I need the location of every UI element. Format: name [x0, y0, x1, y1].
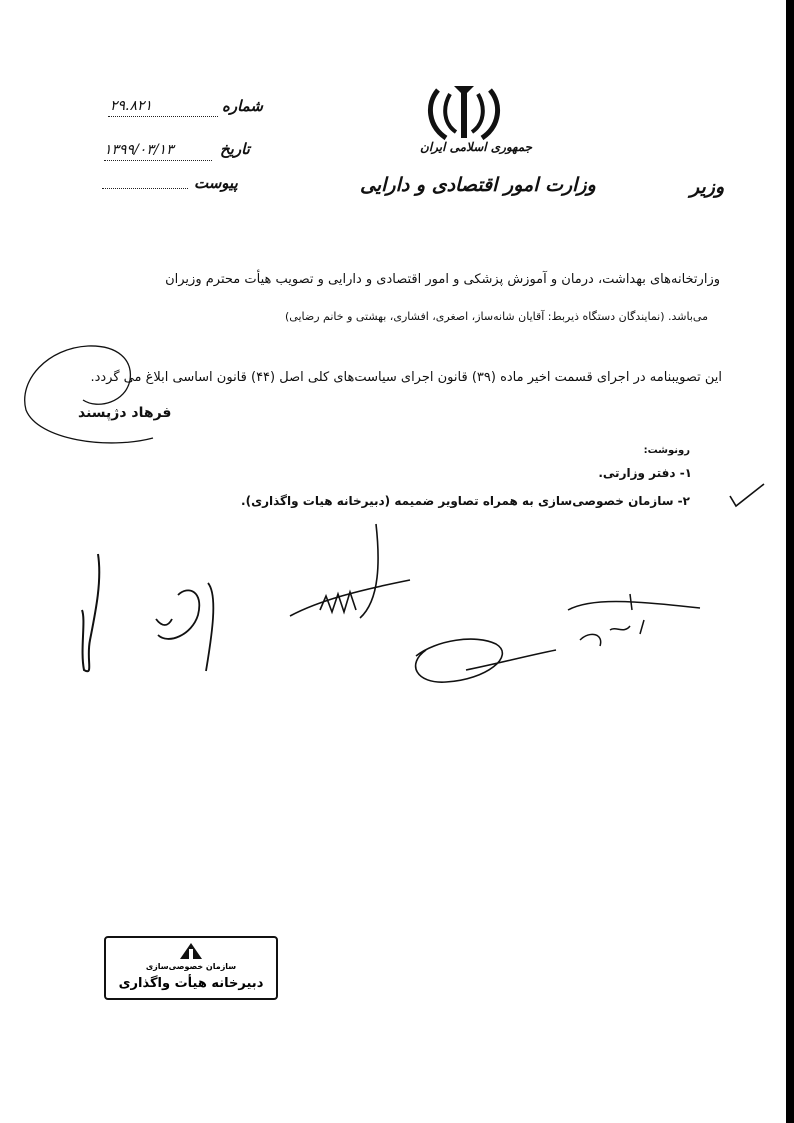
date-value: ۱۳۹۹/۰۳/۱۳ [104, 142, 174, 158]
attachment-label: پیوست [194, 174, 238, 192]
stamp-unit: دبیرخانه هیأت واگذاری [118, 976, 264, 991]
signer-name: فرهاد دژپسند [78, 405, 172, 421]
stamp-org: سازمان خصوصی‌سازی [145, 962, 237, 971]
checkmark-icon [728, 480, 768, 510]
handwritten-signature-2 [148, 575, 228, 675]
cc-item-1: ۱- دفتر وزارتی. [598, 466, 692, 480]
date-label: تاریخ [220, 140, 250, 158]
minister-signature [18, 340, 168, 450]
body-line-2: می‌باشد. (نمایندگان دستگاه ذیربط: آقایان شانه‌ساز، اصغری، افشاری، بهشتی و خانم رضایی) [285, 310, 708, 323]
body-line-3: این تصویبنامه در اجرای قسمت اخیر ماده (۳۹) قانون اجرای سیاست‌های کلی اصل (۴۴) قانون اساسی ابلاغ می گردد. [90, 370, 722, 385]
handwritten-signature-1 [76, 550, 116, 680]
handwritten-signature-4 [406, 620, 576, 700]
number-dotted-line [108, 116, 218, 117]
cc-item-2: ۲- سازمان خصوصی‌سازی به همراه تصاویر ضمیمه (دبیرخانه هیات واگذاری). [241, 494, 690, 508]
iran-emblem-icon [424, 82, 504, 144]
office-stamp [104, 936, 278, 1000]
attachment-dotted-line [102, 188, 188, 189]
body-line-1: وزارتخانه‌های بهداشت، درمان و آموزش پزشکی و امور اقتصادی و دارایی و تصویب هیأت محترم وزیران [165, 272, 720, 287]
scan-border [786, 0, 794, 1123]
country-name: جمهوری اسلامی ایران [420, 140, 533, 154]
ministry-name: وزارت امور اقتصادی و دارایی [360, 174, 596, 196]
privatization-logo-icon [176, 941, 206, 961]
handwritten-signature-5 [560, 590, 720, 670]
number-label: شماره [222, 97, 263, 115]
cc-label: رونوشت: [643, 445, 690, 456]
role-title: وزیر [690, 176, 725, 198]
handwritten-signature-3 [280, 520, 420, 650]
date-dotted-line [104, 160, 212, 161]
number-value: ۲۹.۸۲۱ [110, 98, 153, 114]
